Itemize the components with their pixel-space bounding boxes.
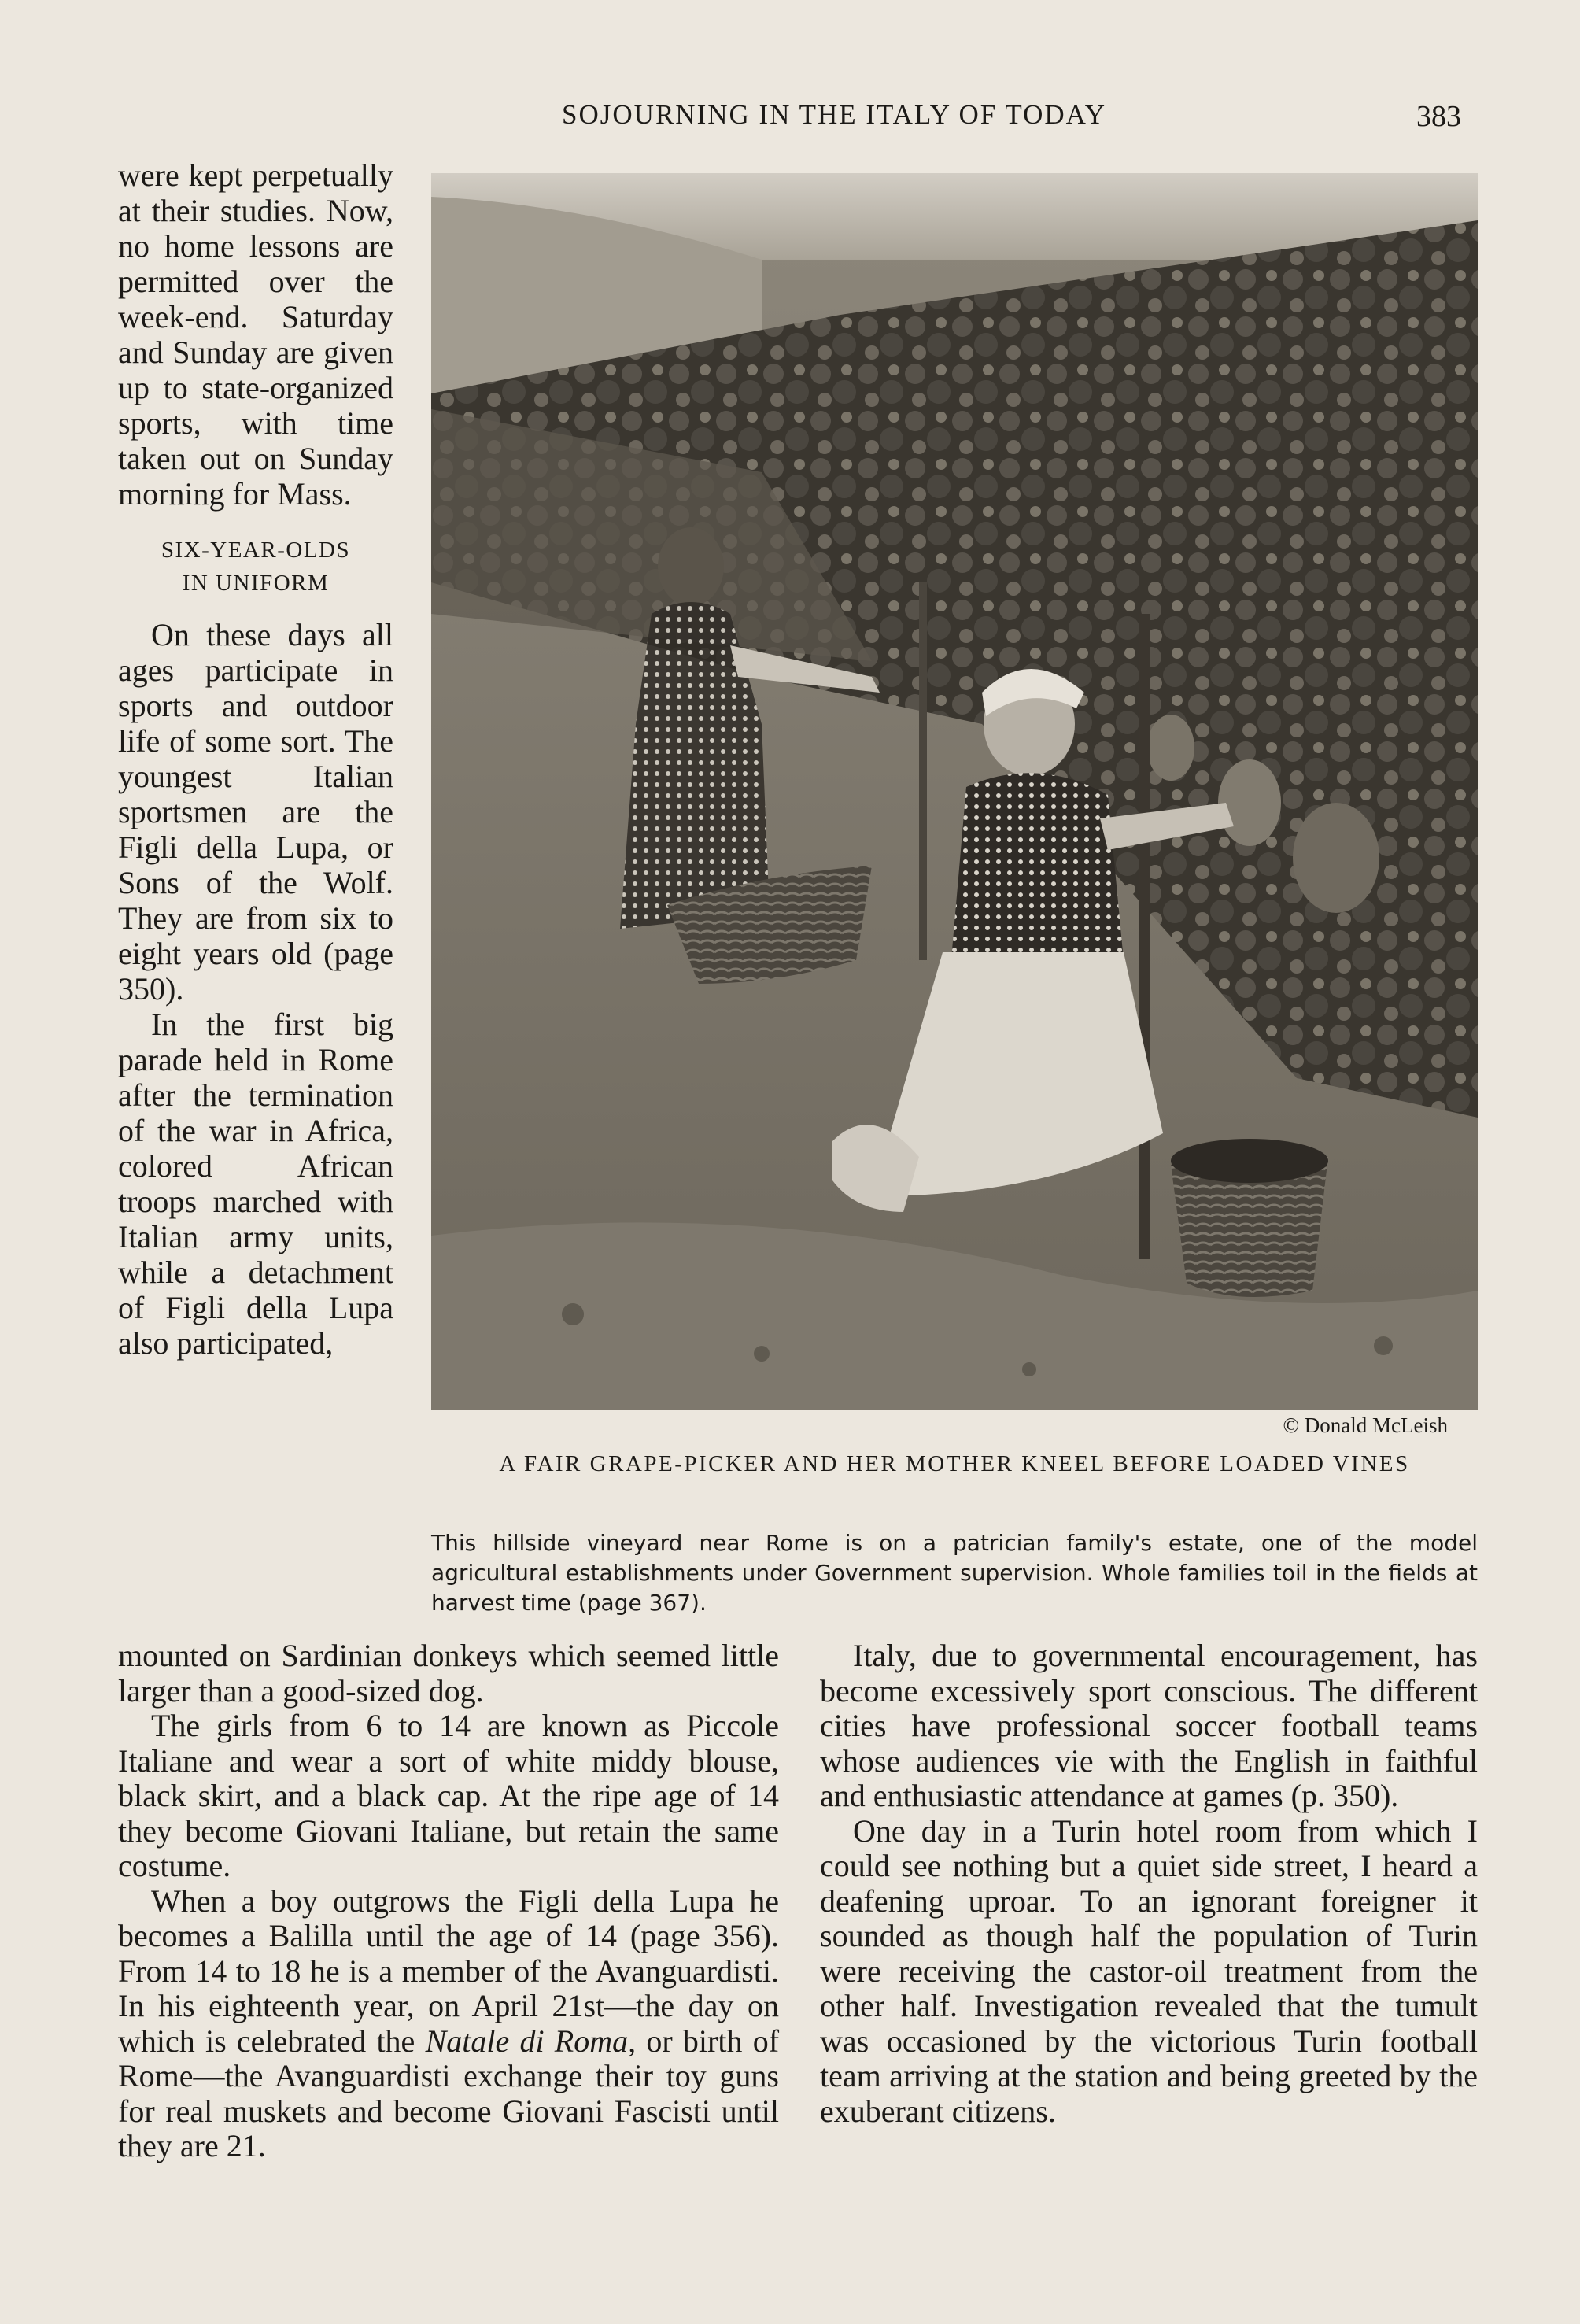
left-paragraph-3-start: When a boy outgrows the Figli della Lupa he becomes a Balilla until the age of 14 (page 356). From 14 to 18 he is a member of the Avanguardisti. In his eighteenth year, on April 21st—the day on which is celebrated the	[118, 1882, 779, 2059]
left-paragraph-3	[118, 1884, 779, 2164]
left-paragraph-3-end: or birth of Rome—the Avanguardisti exchange their toy guns for real muskets and become Giovani Fascisti until they are 21.	[118, 2023, 780, 2163]
narrow-paragraph-3: In the first big parade held in Rome after the termination of the war in Africa, colored African troops marched with Italian army units, while a detachment of Figli della Lupa also participated,	[118, 1007, 393, 1361]
running-header	[0, 93, 1479, 140]
left-paragraph-2: The girls from 6 to 14 are known as Piccole Italiane and wear a sort of white middy blouse, black skirt, and a black cap. At the ripe age of 14 they become Giovani Italiane, but retain the same costume.	[118, 1708, 779, 1883]
photo-caption-title: A FAIR GRAPE-PICKER AND HER MOTHER KNEEL BEFORE LOADED VINES	[499, 1451, 1410, 1476]
photo-caption-body: This hillside vineyard near Rome is on a patrician family's estate, one of the model agricultural establishments under Government supervision. Whole families toil in the fields at harvest time (page 367).	[431, 1530, 1478, 1616]
vineyard-photograph	[431, 173, 1478, 1410]
narrow-paragraph-2: On these days all ages participate in sports and outdoor life of some sort. The youngest Italian sportsmen are the Figli della Lupa, or Sons of the Wolf. They are from six to eight years old (page 350).	[118, 617, 393, 1007]
narrow-text-column	[118, 157, 393, 1361]
page-number: 383	[1416, 100, 1461, 133]
photo-credit: © Donald McLeish	[1283, 1413, 1448, 1437]
subhead-line-1: SIX-YEAR-OLDS	[161, 538, 351, 563]
subhead-line-2: IN UNIFORM	[182, 571, 330, 596]
running-title: SOJOURNING IN THE ITALY OF TODAY	[562, 99, 1106, 130]
right-text-column	[820, 1639, 1478, 2129]
right-paragraph-2: One day in a Turin hotel room from which I could see nothing but a quiet side street, I heard a deafening uproar. To an ignorant foreigner it sounded as though half the population of Turin were receiving the castor-oil treatment from the other half. Investigation revealed that the tumult was occasioned by the victorious Turin football team arriving at the station and being greeted by the exuberant citizens.	[820, 1812, 1478, 2129]
left-text-column	[118, 1639, 779, 2164]
right-paragraph-1: Italy, due to governmental encouragement, has become excessively sport conscious. The different cities have professional soccer football teams whose audiences vie with the English in faithful and enthusiastic attendance at games (p. 350).	[820, 1638, 1478, 1813]
grape-pickers-image	[431, 173, 1478, 1410]
left-paragraph-1: mounted on Sardinian donkeys which seemed little larger than a good-sized dog.	[118, 1638, 779, 1709]
narrow-paragraph-1: were kept perpetually at their studies. Now, no home lessons are permitted over the week-end. Saturday and Sunday are given up to state-organized sports, with time taken out on Sunday morning for Mass.	[118, 157, 393, 512]
natale-di-roma-italic: Natale di Roma,	[425, 2023, 637, 2059]
section-subhead	[118, 534, 393, 600]
